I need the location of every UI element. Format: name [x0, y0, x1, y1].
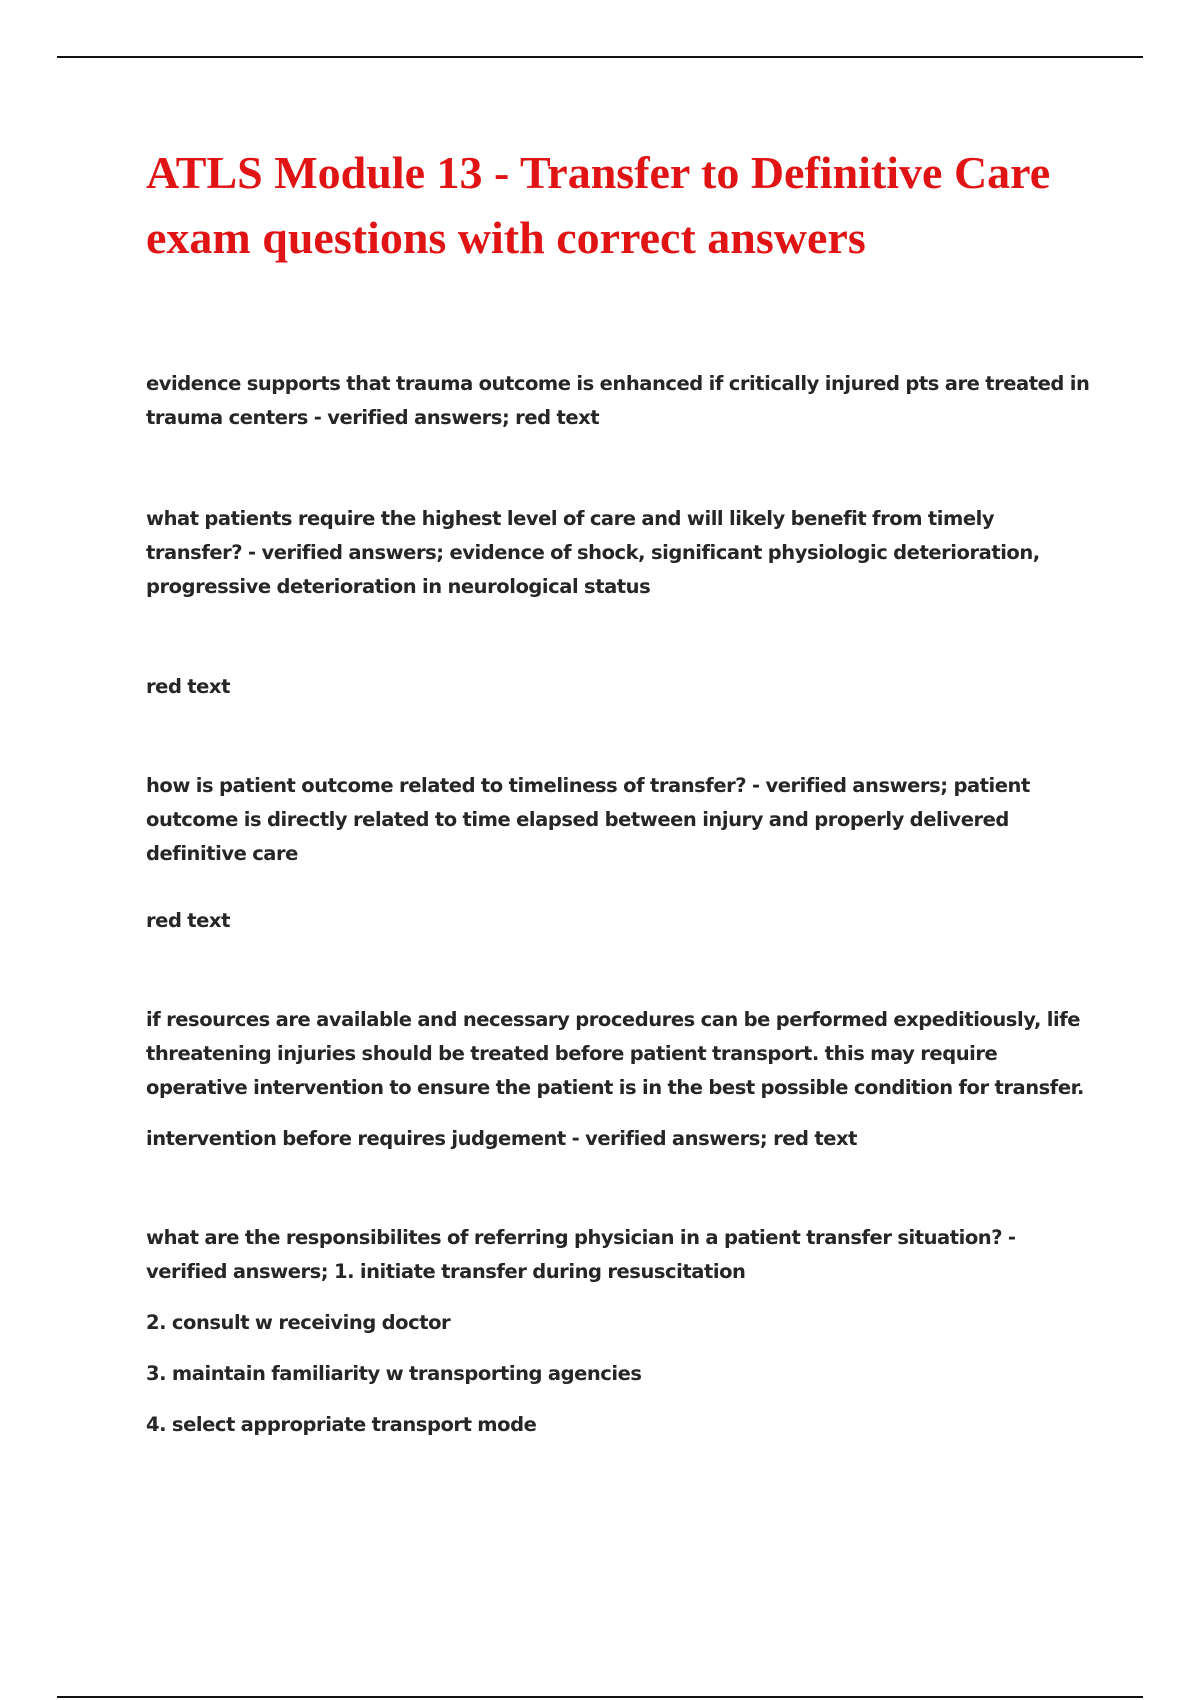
list-item-familiarity: 3. maintain familiarity w transporting agencies — [146, 1362, 642, 1385]
paragraph-red-text-1: red text — [146, 675, 230, 698]
top-rule — [57, 56, 1143, 58]
paragraph-timeliness: how is patient outcome related to timeliness of transfer? - verified answers; patient outcome is directly related to time elapsed between injury and properly delivered definitive care — [146, 774, 1030, 865]
paragraph-referring-physician: what are the responsibilites of referring physician in a patient transfer situation? - verified answers; 1. initiate transfer during resuscitation — [146, 1226, 1016, 1283]
list-item-consult: 2. consult w receiving doctor — [146, 1311, 451, 1334]
paragraph-highest-level-care: what patients require the highest level of care and will likely benefit from timely transfer? - verified answers; evidence of shock, significant physiologic deterioration, progressive deterioration in neurological status — [146, 507, 1040, 598]
document-title: ATLS Module 13 - Transfer to Definitive Care exam questions with correct answers — [146, 147, 1051, 263]
paragraph-treat-before-transport: if resources are available and necessary procedures can be performed expeditiously, life threatening injuries should be treated before patient transport. this may require operative intervention to ensure the patient is in the best possible condition for transfer. — [146, 1008, 1084, 1099]
paragraph-intervention-judgement: intervention before requires judgement - verified answers; red text — [146, 1127, 858, 1150]
bottom-rule — [57, 1696, 1143, 1698]
paragraph-red-text-2: red text — [146, 909, 230, 932]
paragraph-trauma-centers: evidence supports that trauma outcome is enhanced if critically injured pts are treated in trauma centers - verified answers; red text — [146, 372, 1090, 429]
list-item-transport-mode: 4. select appropriate transport mode — [146, 1413, 537, 1436]
